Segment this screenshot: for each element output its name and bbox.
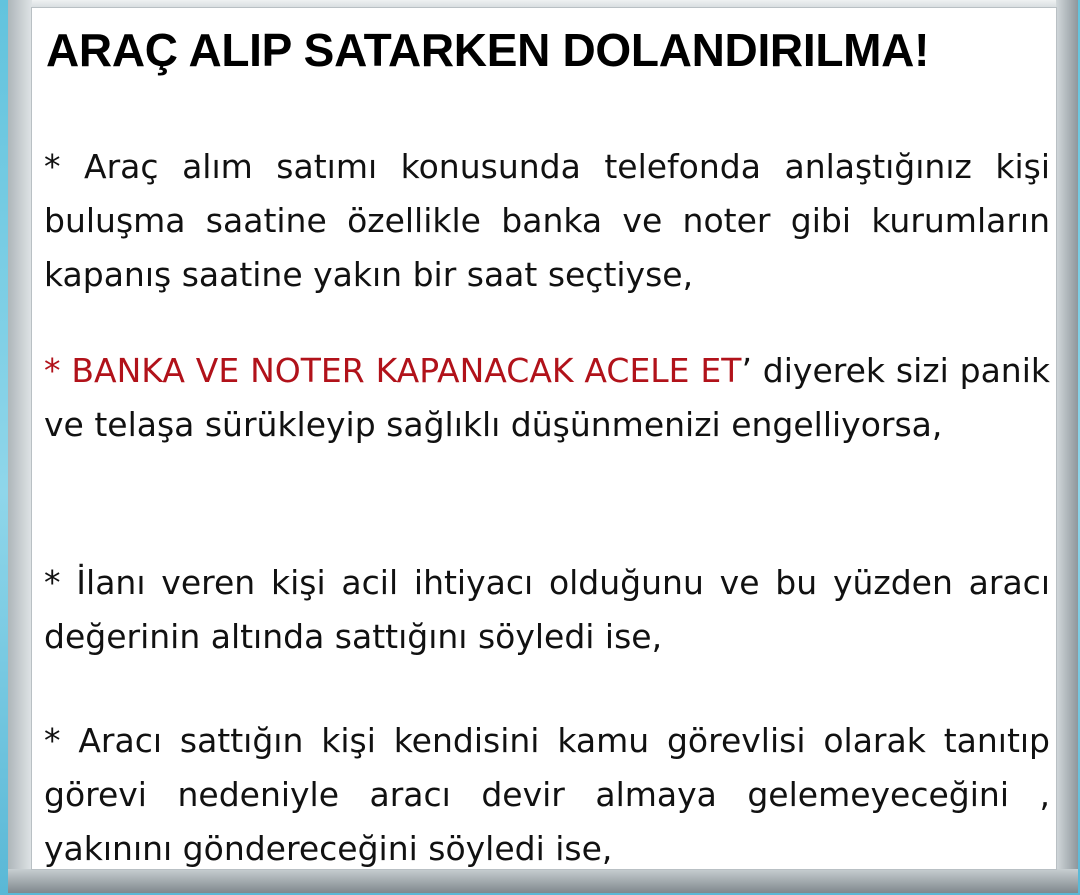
beveled-frame [8, 0, 1078, 893]
content-panel [32, 8, 1056, 869]
paragraph-2-text: ’ diyerek sizi panik ve telaşa sürükleyip sağlıklı düşünmenizi engelliyorsa, [44, 351, 1050, 444]
warning-paragraph-2 [44, 344, 1050, 452]
warning-paragraph-3 [44, 556, 1050, 664]
paragraph-4-text: * Aracı sattığın kişi kendisini kamu görevlisi olarak tanıtıp görevi nedeniyle aracı devir almaya gelemeyeceğini , yakınını göndereceğini söyledi ise, [44, 721, 1050, 868]
frame-bevel-left [8, 0, 32, 893]
paragraph-1-text: * Araç alım satımı konusunda telefonda anlaştığınız kişi buluşma saatine özellikle banka ve noter gibi kurumların kapanış saatine yakın bir saat seçtiyse, [44, 147, 1050, 294]
page-title: ARAÇ ALIP SATARKEN DOLANDIRILMA! [46, 24, 930, 76]
paragraph-2-highlight: * BANKA VE NOTER KAPANACAK ACELE ET [44, 351, 742, 390]
paragraph-3-text: * İlanı veren kişi acil ihtiyacı olduğunu ve bu yüzden aracı değerinin altında sattığını söyledi ise, [44, 563, 1050, 656]
frame-bevel-top [8, 0, 1078, 8]
frame-bevel-right [1056, 0, 1078, 893]
warning-paragraph-1 [44, 140, 1050, 302]
warning-paragraph-4 [44, 714, 1050, 876]
